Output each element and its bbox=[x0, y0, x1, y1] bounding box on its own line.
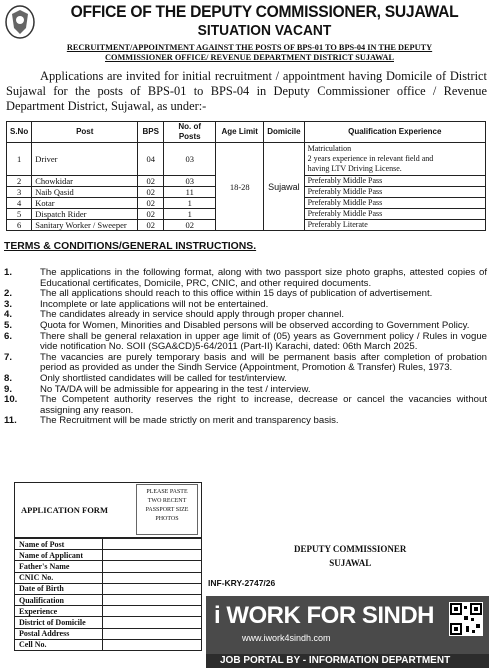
list-item bbox=[4, 268, 487, 289]
qualification-line: having LTV Driving License. bbox=[307, 164, 402, 173]
table-row bbox=[15, 561, 202, 572]
form-field-label: Father's Name bbox=[15, 561, 103, 572]
iwork4sindh-banner bbox=[206, 596, 489, 668]
cell-bps: 02 bbox=[138, 187, 164, 198]
cell-posts: 1 bbox=[164, 198, 216, 209]
cell-sno: 6 bbox=[7, 220, 32, 231]
office-title: OFFICE OF THE DEPUTY COMMISSIONER, SUJAWAL bbox=[70, 2, 459, 21]
posts-table-header bbox=[7, 122, 486, 143]
signatory-block bbox=[294, 542, 406, 570]
list-item bbox=[4, 353, 487, 374]
term-text: The candidates already in service should apply through proper channel. bbox=[40, 309, 344, 321]
cell-post: Chowkidar bbox=[32, 176, 138, 187]
recruitment-heading-line1: RECRUITMENT/APPOINTMENT AGAINST THE POSTS OF BPS-01 TO BPS-04 IN THE DEPUTY bbox=[66, 43, 433, 52]
list-item bbox=[4, 416, 487, 427]
form-field-label: Name of Post bbox=[15, 539, 103, 550]
term-text: The applications in the following format, along with two passport size photo graphs, attested copies of Educational certificates, Domicile, PRC, CNIC, and other required documents. bbox=[40, 267, 487, 289]
cell-qualification: Preferably Literate bbox=[304, 220, 485, 231]
term-number: 9. bbox=[4, 383, 13, 395]
application-form-title: APPLICATION FORM bbox=[21, 505, 108, 515]
form-field-blank bbox=[103, 594, 202, 605]
qualification-line: Matriculation bbox=[307, 144, 352, 153]
cell-bps: 02 bbox=[138, 209, 164, 220]
cell-bps: 02 bbox=[138, 176, 164, 187]
form-field-label: Qualification bbox=[15, 594, 103, 605]
form-field-label: Experience bbox=[15, 606, 103, 617]
cell-sno: 3 bbox=[7, 187, 32, 198]
recruitment-heading-line2: COMMISSIONER OFFICE/ REVENUE DEPARTMENT DISTRICT SUJAWAL bbox=[105, 53, 394, 62]
table-row bbox=[15, 594, 202, 605]
cell-domicile: Sujawal bbox=[264, 143, 304, 231]
cell-qualification: Preferably Middle Pass bbox=[304, 176, 485, 187]
term-text: Only shortlisted candidates will be called for test/interview. bbox=[40, 372, 287, 384]
cell-post: Kotar bbox=[32, 198, 138, 209]
col-header-qualification: Qualification Experience bbox=[304, 122, 485, 143]
table-row bbox=[15, 639, 202, 650]
form-field-blank bbox=[103, 550, 202, 561]
term-number: 4. bbox=[4, 309, 13, 321]
term-number: 10. bbox=[4, 394, 18, 406]
photo-placeholder bbox=[136, 484, 198, 535]
form-field-blank bbox=[103, 561, 202, 572]
application-form-table bbox=[14, 538, 202, 651]
form-field-label: Postal Address bbox=[15, 628, 103, 639]
list-item bbox=[4, 374, 487, 385]
term-number: 8. bbox=[4, 372, 13, 384]
qualification-line: 2 years experience in relevant field and bbox=[307, 154, 434, 163]
term-text: Incomplete or late applications will not be entertained. bbox=[40, 298, 269, 310]
cell-age-limit: 18-28 bbox=[216, 143, 264, 231]
table-row bbox=[15, 583, 202, 594]
form-field-blank bbox=[103, 606, 202, 617]
term-number: 1. bbox=[4, 267, 13, 278]
form-field-blank bbox=[103, 617, 202, 628]
term-text: No TA/DA will be admissible for appearing in the test / interview. bbox=[40, 383, 311, 395]
situation-vacant-title: SITUATION VACANT bbox=[197, 22, 332, 39]
cell-bps: 04 bbox=[138, 143, 164, 176]
col-header-bps: BPS bbox=[138, 122, 164, 143]
photo-instruction-line: TWO RECENT bbox=[147, 498, 187, 504]
cell-qualification: Preferably Middle Pass bbox=[304, 198, 485, 209]
terms-list bbox=[4, 268, 487, 427]
col-header-sno: S.No bbox=[7, 122, 32, 143]
term-number: 7. bbox=[4, 351, 13, 363]
cell-qualification: Preferably Middle Pass bbox=[304, 187, 485, 198]
form-field-blank bbox=[103, 639, 202, 650]
table-row bbox=[7, 143, 486, 176]
reference-number: INF-KRY-2747/26 bbox=[208, 578, 276, 588]
form-field-label: CNIC No. bbox=[15, 572, 103, 583]
term-number: 11. bbox=[4, 415, 17, 427]
cell-bps: 02 bbox=[138, 198, 164, 209]
term-text: The Recruitment will be made strictly on merit and transparency basis. bbox=[40, 415, 339, 427]
term-number: 5. bbox=[4, 319, 13, 331]
cell-posts: 02 bbox=[164, 220, 216, 231]
table-row bbox=[15, 539, 202, 550]
term-number: 3. bbox=[4, 298, 13, 310]
col-header-post: Post bbox=[32, 122, 138, 143]
term-text: The vacancies are purely temporary basis and will be permanent basis after completion of probation period as provided as under the Sindh Service (Appointment, Promotion & Transfer) Rules, 1973. bbox=[40, 351, 487, 374]
form-field-blank bbox=[103, 572, 202, 583]
list-item bbox=[4, 332, 487, 353]
form-field-label: Name of Applicant bbox=[15, 550, 103, 561]
photo-instruction-line: PASSPORT SIZE bbox=[145, 507, 189, 513]
col-header-no-of-posts: No. of Posts bbox=[164, 122, 216, 143]
term-text: Quota for Women, Minorities and Disabled persons will be observed according to Government Policy. bbox=[40, 319, 470, 331]
table-row bbox=[15, 572, 202, 583]
cell-posts: 11 bbox=[164, 187, 216, 198]
cell-post: Dispatch Rider bbox=[32, 209, 138, 220]
photo-instruction-line: PHOTOS bbox=[155, 516, 179, 522]
table-row bbox=[15, 628, 202, 639]
cell-posts: 1 bbox=[164, 209, 216, 220]
cell-sno: 4 bbox=[7, 198, 32, 209]
signatory-location: SUJAWAL bbox=[329, 558, 372, 568]
cell-qualification: Preferably Middle Pass bbox=[304, 209, 485, 220]
cell-post: Driver bbox=[32, 143, 138, 176]
table-row bbox=[15, 550, 202, 561]
banner-logo bbox=[214, 602, 434, 630]
cell-sno: 5 bbox=[7, 209, 32, 220]
col-header-domicile: Domicile bbox=[264, 122, 304, 143]
list-item bbox=[4, 321, 487, 332]
term-text: There shall be general relaxation in upper age limit of (05) years as Government policy / Rules in vogue vide notification No. SOII (SGA&CD)5-64/2011 (Part-II) Karachi, dated: 06th March 2025. bbox=[40, 330, 487, 353]
term-number: 2. bbox=[4, 288, 13, 300]
cell-posts: 03 bbox=[164, 143, 216, 176]
form-field-blank bbox=[103, 539, 202, 550]
term-text: The all applications should reach to this office within 15 days of publication of advertisement. bbox=[40, 288, 433, 300]
cell-post: Sanitary Worker / Sweeper bbox=[32, 220, 138, 231]
form-field-blank bbox=[103, 628, 202, 639]
banner-tagline: JOB PORTAL BY - INFORMATION DEPARTMENT bbox=[206, 654, 489, 668]
banner-logo-text: WORK FOR SINDH bbox=[226, 602, 434, 629]
recruitment-heading bbox=[14, 43, 485, 63]
cell-sno: 1 bbox=[7, 143, 32, 176]
form-field-label: District of Domicile bbox=[15, 617, 103, 628]
terms-heading: TERMS & CONDITIONS/GENERAL INSTRUCTIONS. bbox=[4, 241, 257, 252]
term-number: 6. bbox=[4, 330, 13, 342]
term-text: The Competent authority reserves the right to increase, decrease or cancel the vacancies without assigning any reason. bbox=[40, 394, 487, 416]
qr-code-icon bbox=[449, 602, 483, 636]
photo-instruction-line: PLEASE PASTE bbox=[146, 489, 188, 495]
cell-posts: 03 bbox=[164, 176, 216, 187]
table-row bbox=[15, 617, 202, 628]
col-header-age-limit: Age Limit bbox=[216, 122, 264, 143]
cell-sno: 2 bbox=[7, 176, 32, 187]
signatory-title: DEPUTY COMMISSIONER bbox=[294, 544, 407, 554]
cell-bps: 02 bbox=[138, 220, 164, 231]
sindh-government-seal-icon bbox=[4, 4, 36, 40]
form-field-label: Date of Birth bbox=[15, 583, 103, 594]
form-field-label: Cell No. bbox=[15, 639, 103, 650]
cell-post: Naib Qasid bbox=[32, 187, 138, 198]
list-item bbox=[4, 395, 487, 416]
intro-paragraph: Applications are invited for initial recruitment / appointment having Domicile of District Sujawal for the posts of BPS-01 to BPS-04 in Deputy Commissioner office / Revenue Department District, Sujawal, as under:- bbox=[6, 69, 487, 113]
form-field-blank bbox=[103, 583, 202, 594]
banner-logo-prefix: i bbox=[214, 602, 221, 629]
banner-website: www.iwork4sindh.com bbox=[242, 633, 331, 643]
cell-qualification bbox=[304, 143, 485, 176]
posts-table bbox=[6, 121, 486, 231]
table-row bbox=[15, 606, 202, 617]
application-form-header bbox=[14, 482, 202, 538]
